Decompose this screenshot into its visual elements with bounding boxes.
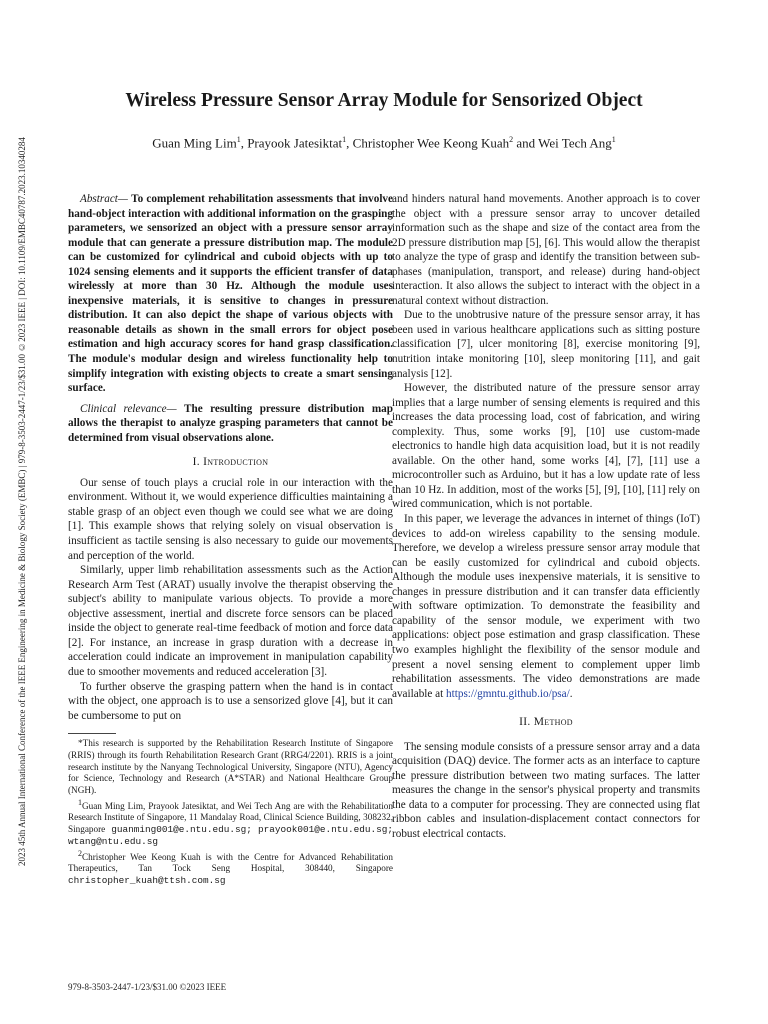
relevance-dash: —: [166, 402, 185, 415]
email-address: prayook001@e.ntu.edu.sg; wtang@ntu.edu.sg: [68, 824, 393, 847]
author-list: [0, 135, 768, 151]
clinical-relevance: [68, 402, 393, 446]
abstract-dash: —: [117, 193, 132, 205]
paragraph-text: In this paper, we leverage the advances in internet of things (IoT) devices to add-on wireless capability to the sensing module. Therefore, we develop a wireless pressure sensor array module that can be easily customized for cylindrical and cuboid objects. Although the module uses inexpensive materials, it is sensitive to changes in pressure distribution and it can transfer data efficiently with software optimization. To demonstrate the feasibility and capability of the sensor module, we experiment with two applications: object pose estimation and grasp classification. These two examples highlight the flexibility of the sensor module and present a novel sensing element to complement upper limb rehabilitation assessments. The video demonstrations are made available at: [392, 513, 700, 700]
paragraph: Our sense of touch plays a crucial role in our interaction with the environment. Without it, we would experience difficulties maintaining a stable grasp of an object even though we could see what we are doing [1]. This example shows that relying solely on visual observation is insufficient as tactile sensing is also necessary to guide our movements and perception of the world.: [68, 476, 393, 562]
footnote-text: Guan Ming Lim, Prayook Jatesiktat, and Wei Tech Ang are with the Rehabilitation Research Institute of Singapore, 11 Mandalay Road, Clinical Science Building, 308232, Singapore: [68, 800, 393, 835]
paragraph-end: .: [569, 687, 573, 700]
paragraph: Due to the unobtrusive nature of the pressure sensor array, it has been used in various healthcare applications such as sitting posture classification [7], ulcer monitoring [8], exercise monitoring [9], nutrition intake monitoring [10], sleep monitoring [11], and gait analysis [12].: [392, 309, 700, 380]
page-footer: 979-8-3503-2447-1/23/$31.00 ©2023 IEEE: [68, 982, 227, 992]
affiliation-mark: 1: [611, 135, 616, 144]
footnote-mark: 2: [78, 848, 82, 858]
email-address: guanming001@e.ntu.edu.sg;: [111, 824, 252, 836]
paragraph: and hinders natural hand movements. Another approach is to cover the object with a pressure sensor array to uncover detailed information such as the shape and size of the contact area from the 2D pressure distribution map [5], [6]. This would allow the therapist to analyze the type of grasp and identify the transition between sub-phases (manipulation, transport, and release) during hand-object interaction. It also allows the subject to interact with the object in a natural context without distraction.: [392, 193, 700, 307]
paragraph: The sensing module consists of a pressure sensor array and a data acquisition (DAQ) device. The former acts as an interface to capture the pressure distribution between two mating surfaces. The latter measures the change in the sensor's physical property and transmits the data to a computer for processing. They are connected using flat ribbon cables and insulation-displacement contact connectors for robust electrical contacts.: [392, 740, 700, 840]
paragraph: However, the distributed nature of the pressure sensor array implies that a large number of sensing elements is required and this increases the data processing load, cost of fabrication, and wiring complexity. Thus, some works [9], [10] use custom-made electronics to handle high data acquisition load, but it is not readily available. On the other hand, some works [4], [7], [11] use a microcontroller such as Arduino, but it has a low update rate of less than 10 Hz. In addition, most of the works [5], [9], [10], [11] rely on wired communication, which is not portable.: [392, 382, 700, 511]
affiliation-mark: 1: [236, 135, 241, 144]
author-name: Guan Ming Lim: [152, 135, 237, 151]
doi-sidebar: 2023 45th Annual International Conference of the IEEE Engineering in Medicine & Biology Society (EMBC) | 979-8-3503-2447-1/23/$31.00 ©2023 IEEE | DOI: 10.1109/EMBC40787.2023.10340284: [17, 137, 27, 867]
abstract: [68, 192, 393, 396]
paper-title: Wireless Pressure Sensor Array Module for Sensorized Object: [125, 90, 643, 111]
abstract-text: To complement rehabilitation assessments that involve hand-object interaction with additional information on the grasping parameters, we sensorized an object with a pressure sensor array module that can generate a pressure distribution map. The module can be customized for cylindrical and cuboid objects with up to 1024 sensing elements and it supports the efficient transfer of data wirelessly at more than 30 Hz. Although the module uses inexpensive materials, it is sensitive to changes in pressure distribution. It can also depict the shape of various objects with reasonable details as shown in the small errors for object pose estimation and high accuracy scores for hand grasp classification. The module's modular design and wireless functionality help to simplify integration with existing objects to create a smart sensing surface.: [68, 193, 393, 395]
footnote-divider: [68, 733, 116, 734]
author-name: , Prayook Jatesiktat: [240, 135, 343, 151]
footnote-mark: 1: [78, 797, 82, 807]
section-heading-introduction: I. Introduction: [192, 456, 269, 469]
left-column: [68, 192, 393, 887]
footnote-affiliation-2: [68, 848, 393, 887]
footnote-affiliation-1: [68, 797, 393, 848]
right-column: [392, 192, 700, 842]
relevance-text: The resulting pressure distribution map allows the therapist to analyze grasping parameters that cannot be determined from visual observations alone.: [68, 402, 393, 444]
affiliation-mark: 2: [509, 135, 514, 144]
email-address: christopher_kuah@ttsh.com.sg: [68, 875, 226, 886]
author-name: , Christopher Wee Keong Kuah: [346, 135, 510, 151]
abstract-label: Abstract: [80, 193, 118, 205]
footnote-text: Christopher Wee Keong Kuah is with the Centre for Advanced Rehabilitation Therapeutics, Tan Tock Seng Hospital, 308440, Singapore: [68, 851, 393, 874]
footnote-funding: *This research is supported by the Rehabilitation Research Institute of Singapore (RRIS) through its fourth Rehabilitation Research Grant (RRG4/2201). RRIS is a joint research institute by the Nanyang Technological University, Singapore (NTU), Agency for Science, Technology and Research (A*STAR) and National Healthcare Group (NGH).: [68, 738, 393, 795]
paragraph: To further observe the grasping pattern when the hand is in contact with the object, one approach is to use a sensorized glove [4], but it can be cumbersome to put on: [68, 680, 393, 722]
paragraph: Similarly, upper limb rehabilitation assessments such as the Action Research Arm Test (ARAT) usually involve the therapist observing the subject's ability to manipulate various objects. To provide a more objective assessment, inertial and discrete force sensors can be placed inside the object to generate real-time feedback of motion and force data [2]. For instance, an increase in grasp duration with a decrease in acceleration could indicate an improvement in manipulation capability due to smoother movements and reduced acceleration [3].: [68, 564, 393, 678]
affiliation-mark: 1: [342, 135, 347, 144]
video-demo-link[interactable]: https://gmntu.github.io/psa/: [446, 687, 570, 700]
relevance-label: Clinical relevance: [80, 402, 167, 415]
paragraph: [392, 512, 700, 701]
section-heading-method: II. Method: [519, 716, 573, 729]
author-name: and Wei Tech Ang: [513, 135, 612, 151]
